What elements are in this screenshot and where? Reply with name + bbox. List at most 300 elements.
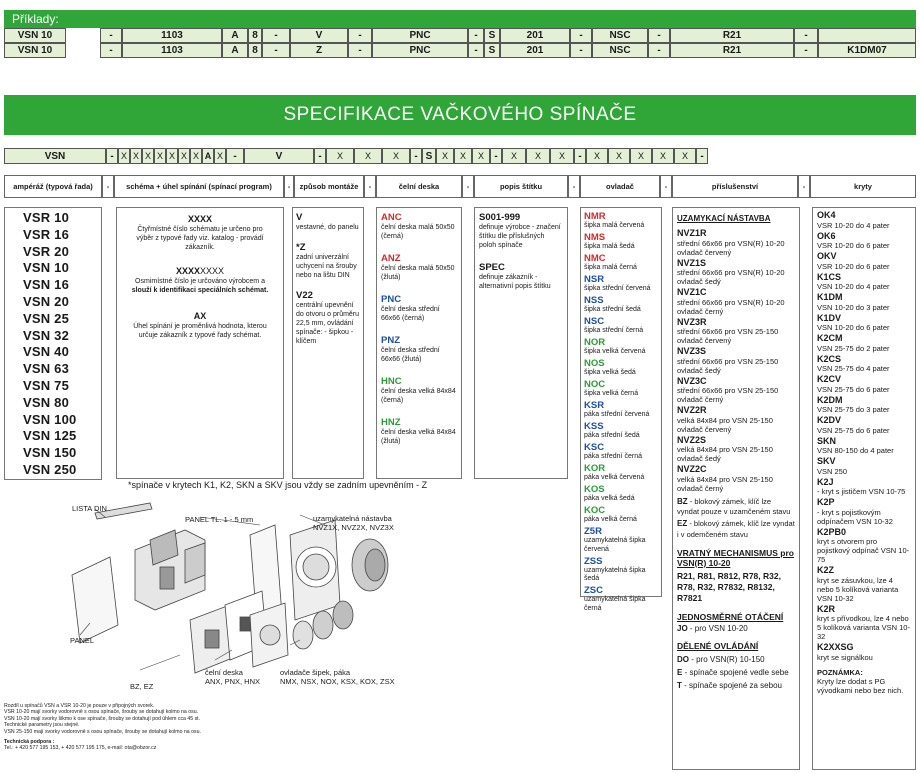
covers-note: Kryty lze dodat s PG vývodkami nebo bez nich. <box>817 676 904 695</box>
example-cell: R21 <box>670 28 794 43</box>
bz-text: - blokový zámek, klíč lze vyndat pouze v uzamčeném stavu <box>677 496 791 516</box>
cover-text: - kryt s jističem VSN 10-75 <box>817 487 906 496</box>
control-item <box>584 274 658 294</box>
schema-ax-text: Úhel spínání je proměnlivá hodnota, kterou určuje zákazník z typové řady schémat. <box>133 323 267 339</box>
cover-item <box>817 456 911 476</box>
cover-code: K2XXSG <box>817 642 854 652</box>
front-code: HNZ <box>381 417 401 428</box>
control-item <box>584 232 658 252</box>
amperage-item: VSN 63 <box>23 361 70 377</box>
header-amperage: ampéráž (typová řada) <box>4 175 102 198</box>
example-cell: 201 <box>500 28 570 43</box>
front-text: čelní deska střední 66x66 (černá) <box>381 306 440 322</box>
example-cell: NSC <box>592 28 648 43</box>
example-cell: - <box>794 43 818 58</box>
cover-code: K1DV <box>817 312 842 323</box>
split-item <box>677 668 795 677</box>
example-cell: PNC <box>372 28 468 43</box>
control-code: ZSC <box>584 585 603 596</box>
front-text: čelní deska střední 66x66 (žlutá) <box>381 347 440 363</box>
code-cell: S <box>422 148 436 164</box>
cover-item <box>817 313 911 333</box>
control-text: šipka střední červená <box>584 285 651 292</box>
diagram-front-codes: ANX, PNX, HNX <box>205 677 261 686</box>
bottom-note: VSN 10-20 mají svorky šikmo k ose spínače, šrouby se dotahují pod úhlem cca 45 st. <box>4 715 201 722</box>
control-code: KOC <box>584 505 606 516</box>
diagram-ctrl-codes: NMX, NSX, NOX, KSX, KOX, ZSX <box>280 677 395 686</box>
example-cell: - <box>468 43 484 58</box>
amperage-item: VSR 10 <box>23 210 70 225</box>
cover-code: K2Z <box>817 565 835 575</box>
control-code: KOR <box>584 463 606 474</box>
bz-item <box>677 497 795 517</box>
examples-title: Příklady: <box>12 12 59 26</box>
amperage-item: VSN 150 <box>23 445 77 461</box>
front-code: PNZ <box>381 335 400 346</box>
code-cell: X <box>502 148 526 164</box>
example-cell: 201 <box>500 43 570 58</box>
front-code: ANZ <box>381 253 401 264</box>
cover-item <box>817 497 911 526</box>
split-code: E <box>677 667 683 677</box>
amperage-item: VSN 125 <box>23 428 77 444</box>
example-cell: - <box>648 28 670 43</box>
control-item <box>584 505 658 525</box>
cover-code: K2P <box>817 497 835 507</box>
cover-text: - kryt s pojistkovým odpínačem VSN 10-32 <box>817 507 893 526</box>
code-cell: V <box>244 148 314 164</box>
bottom-note: Technické parametry jsou stejné. <box>4 722 80 729</box>
header-accessories: příslušenství <box>672 175 798 198</box>
control-code: NMS <box>584 232 606 243</box>
cover-text: kryt s přívodkou, lze 4 nebo 5 kolíková varianta VSN 10-32 <box>817 614 910 641</box>
label-text: definuje výrobce - značení štítku dle příslušných poloh spínače <box>479 224 561 249</box>
control-text: šipka střední šedá <box>584 306 641 313</box>
cover-code: OK4 <box>817 210 836 220</box>
code-cell: X <box>472 148 490 164</box>
ez-code: EZ <box>677 519 688 528</box>
header-dash: - <box>102 175 114 198</box>
cover-code: K1DM <box>817 292 843 302</box>
split-code: T <box>677 680 682 690</box>
example-cell: - <box>262 28 290 43</box>
cover-item <box>817 210 911 230</box>
cover-text: VSR 10-20 do 6 pater <box>817 261 890 271</box>
front-text: čelní deska velká 84x84 (žlutá) <box>381 429 456 445</box>
example-cell: - <box>570 28 592 43</box>
bottom-note: Rozdíl u spínačů VSN a VSR 10-20 je pouze v připojných svorek. <box>4 703 155 709</box>
header-dash: - <box>364 175 376 198</box>
code-cell: X <box>436 148 454 164</box>
lock-code: NVZ3C <box>677 375 707 386</box>
control-item <box>584 463 658 483</box>
cover-code: OKV <box>817 251 837 261</box>
lock-item <box>677 228 795 257</box>
amperage-item: VSN 20 <box>23 293 70 309</box>
lock-code: NVZ2S <box>677 434 707 445</box>
cover-item <box>817 333 911 353</box>
support-text: Tel.: + 420 577 195 153, + 420 577 195 175, e-mail: ota@obzor.cz <box>4 745 157 752</box>
front-text: čelní deska malá 50x50 (žlutá) <box>381 265 455 281</box>
bottom-notes <box>4 703 404 752</box>
example-cell: VSN 10 <box>4 28 66 43</box>
control-text: uzamykatelná šipka červená <box>584 537 646 553</box>
front-box <box>376 207 462 479</box>
mounting-box <box>292 207 364 479</box>
control-code: KSC <box>584 442 605 453</box>
examples-header <box>4 10 916 28</box>
cover-text: kryt se signálkou <box>817 652 873 662</box>
ez-item <box>677 519 795 539</box>
cover-item <box>817 251 911 271</box>
lock-item <box>677 405 795 434</box>
header-control: ovladač <box>580 175 660 198</box>
spec-title-bar <box>4 95 916 135</box>
label-item <box>479 212 563 250</box>
control-knob-2 <box>313 611 333 639</box>
header-dash: - <box>660 175 672 198</box>
cover-code: K1CS <box>817 271 842 282</box>
lock-text: střední 66x66 pro VSN 25-150 ovladač černý <box>677 386 779 404</box>
lock-item <box>677 464 795 493</box>
example-cell: A <box>222 43 248 58</box>
control-item <box>584 484 658 504</box>
lock-text: velká 84x84 pro VSN 25-150 ovladač červený <box>677 415 773 434</box>
example-cell: 1103 <box>122 28 222 43</box>
example-cell <box>818 28 916 43</box>
mounting-code: *Z <box>296 242 306 253</box>
one-row: JO - pro VSN 10-20 <box>677 623 748 633</box>
bottom-note: VSN 25-150 mají svorky vodorovně s osou spínače, šrouby se dotahují kolmo na osu. <box>4 728 201 735</box>
covers-note-title: POZNÁMKA: <box>817 667 863 677</box>
cover-code: K2DV <box>817 415 842 425</box>
mounting-item <box>296 290 360 346</box>
cover-code: SKN <box>817 435 837 446</box>
lock-item <box>677 258 795 287</box>
split-text: - spínače spojené vedle sebe <box>684 667 789 677</box>
control-code: NOR <box>584 337 606 348</box>
diagram-lista-din: LISTA DIN <box>72 504 107 513</box>
diagram-lock-codes: NVZ1X, NVZ2X, NVZ3X <box>313 523 394 532</box>
code-cell: X <box>652 148 674 164</box>
control-code: NSS <box>584 295 604 306</box>
label-item <box>479 262 563 291</box>
control-box <box>580 207 662 612</box>
amperage-item: VSN 75 <box>23 377 70 393</box>
code-cell: X <box>454 148 472 164</box>
lock-code: NVZ3R <box>677 316 707 327</box>
example-cell: A <box>222 28 248 43</box>
cover-code: K2CS <box>817 353 842 364</box>
front-code: HNC <box>381 376 402 387</box>
code-cell: - <box>696 148 708 164</box>
lock-code: NVZ1R <box>677 228 707 238</box>
split-item <box>677 655 795 664</box>
cover-text: VSN 25-75 do 2 pater <box>817 343 890 353</box>
control-code: Z5R <box>584 526 602 537</box>
header-mounting: způsob montáže <box>294 175 364 198</box>
lock-text: střední 66x66 pro VSN 25-150 ovladač červený <box>677 327 779 345</box>
cover-text: VSN 80-150 do 4 pater <box>817 446 894 455</box>
cover-code: K2R <box>817 603 836 614</box>
schema-box <box>116 207 284 479</box>
bottom-note: VSR 10-20 mají svorky vodorovně s osou spínače, šrouby se dotahují kolmo na osu. <box>4 709 199 716</box>
cover-text: VSR 10-20 do 6 pater <box>817 241 890 250</box>
example-cell: - <box>348 28 372 43</box>
header-dash: - <box>284 175 294 198</box>
control-code: NMC <box>584 253 606 264</box>
code-cell: - <box>410 148 422 164</box>
control-item <box>584 253 658 273</box>
lock-text: střední 66x66 pro VSN(R) 10-20 ovladač červený <box>677 238 785 257</box>
control-text: páka střední červená <box>584 411 650 418</box>
covers-box <box>812 207 916 770</box>
control-text: páka střední černá <box>584 453 642 460</box>
header-schema: schéma + úhel spínání (spínací program) <box>114 175 284 198</box>
code-cell: X <box>190 148 202 164</box>
code-cell: X <box>674 148 696 164</box>
schema-xxxxxxxx-text: Osmimístné číslo je určováno výrobcem a slouží k identifikaci speciálních schémat. <box>131 278 269 294</box>
amperage-item: VSN 10 <box>23 260 70 276</box>
example-cell: - <box>348 43 372 58</box>
example-cell: - <box>100 43 122 58</box>
cover-text: kryt se zásuvkou, lze 4 nebo 5 kolíková varianta VSN 10-32 <box>817 575 899 603</box>
control-text: šipka velká černá <box>584 390 639 397</box>
mounting-text: zadní univerzální uchycení na šrouby nebo na lištu DIN <box>296 254 357 279</box>
return-title: VRATNÝ MECHANISMUS pro VSN(R) 10-20 <box>677 547 794 568</box>
control-code: KOS <box>584 484 605 495</box>
lock-item <box>677 376 795 405</box>
amperage-item: VSN 80 <box>23 394 70 410</box>
code-cell: X <box>130 148 142 164</box>
example-cell: 8 <box>248 28 262 43</box>
lock-code: NVZ2R <box>677 405 707 415</box>
diagram-bz-ez: BZ, EZ <box>130 682 154 691</box>
lock-text: střední 66x66 pro VSN(R) 10-20 ovladač černý <box>677 297 785 316</box>
control-item <box>584 295 658 315</box>
control-text: šipka malá červená <box>584 222 645 229</box>
control-text: páka velká červená <box>584 474 645 481</box>
return-codes: R21, R81, R812, R78, R32, R78, R32, R7832, R8132, R7821 <box>677 570 781 603</box>
code-cell: X <box>326 148 354 164</box>
example-cell: - <box>262 43 290 58</box>
header-covers: kryty <box>810 175 916 198</box>
cover-text: VSN 25-75 do 3 pater <box>817 405 890 414</box>
control-text: páka velká černá <box>584 516 637 523</box>
control-item <box>584 421 658 441</box>
schema-ax: AX <box>193 311 207 321</box>
cover-item <box>817 292 911 312</box>
header-dash: - <box>568 175 580 198</box>
cover-code: K2PB0 <box>817 526 847 537</box>
cover-item <box>817 604 911 642</box>
split-text: - pro VSN(R) 10-150 <box>691 654 765 664</box>
example-cell: - <box>648 43 670 58</box>
mounting-code: V <box>296 212 303 223</box>
cover-text: VSN 25-75 do 4 pater <box>817 364 890 373</box>
example-cell: S <box>484 28 500 43</box>
schema-xxxxxxxx: XXXXXXXX <box>175 266 225 276</box>
code-cell: X <box>354 148 382 164</box>
front-text: čelní deska velká 84x84 (černá) <box>381 388 456 404</box>
lock-code: NVZ2C <box>677 464 707 474</box>
mounting-item <box>296 212 360 232</box>
control-text: páka velká šedá <box>584 495 635 502</box>
code-cell: X <box>382 148 410 164</box>
amperage-item: VSR 16 <box>23 226 70 242</box>
control-text: páka střední šedá <box>584 432 640 439</box>
cover-code: K2CV <box>817 374 842 384</box>
example-cell: V <box>290 28 348 43</box>
header-label: popis štítku <box>474 175 568 198</box>
mounting-code: V22 <box>296 290 313 301</box>
lock-code: NVZ1S <box>677 257 707 268</box>
header-dash: - <box>798 175 810 198</box>
label-box <box>474 207 568 479</box>
mounting-text: centrální upevnění do otvoru o průměru 22,5 mm, ovládání spínače: - šipkou - klíčem <box>296 302 360 345</box>
split-title: DĚLENÉ OVLÁDÁNÍ <box>677 640 759 651</box>
lock-code: NVZ3S <box>677 346 707 356</box>
mounting-item <box>296 242 360 280</box>
code-cell: X <box>142 148 154 164</box>
cover-text: VSN 25-75 do 6 pater <box>817 384 890 394</box>
amperage-list <box>4 207 102 480</box>
cover-code: K2DM <box>817 394 843 405</box>
control-item <box>584 400 658 420</box>
cover-item <box>817 374 911 394</box>
example-cell: K1DM07 <box>818 43 916 58</box>
amperage-item: VSN 40 <box>23 344 70 360</box>
control-item <box>584 585 658 613</box>
diagram-lock: uzamykatelná nástavba <box>313 514 392 523</box>
code-cell: VSN <box>4 148 106 164</box>
diagram-panel: PANEL <box>70 636 95 645</box>
lock-text: střední 66x66 pro VSN(R) 10-20 ovladač šedý <box>677 268 785 286</box>
control-code: ZSS <box>584 555 603 567</box>
example-cell: NSC <box>592 43 648 58</box>
cover-text: VSN 10-20 do 3 pater <box>817 302 890 312</box>
bz-code: BZ <box>677 496 688 506</box>
cover-code: K2CM <box>817 333 843 343</box>
cover-code: SKV <box>817 456 836 466</box>
code-cell: - <box>574 148 586 164</box>
example-cell: PNC <box>372 43 468 58</box>
cover-item <box>817 527 911 565</box>
example-cell: - <box>794 28 818 43</box>
split-item <box>677 681 795 690</box>
example-cell: - <box>468 28 484 43</box>
code-cell: X <box>178 148 190 164</box>
cover-item <box>817 642 911 662</box>
control-item <box>584 337 658 357</box>
amperage-item: VSN 100 <box>23 411 77 427</box>
front-text: čelní deska malá 50x50 (černá) <box>381 224 455 240</box>
header-front: čelní deska <box>376 175 462 198</box>
code-cell: - <box>490 148 502 164</box>
cover-text: VSN 10-20 do 4 pater <box>817 282 890 291</box>
control-code: NMR <box>584 211 606 222</box>
code-cell: X <box>586 148 608 164</box>
code-cell: X <box>166 148 178 164</box>
cover-text: VSR 10-20 do 4 pater <box>817 220 890 230</box>
accessories-box <box>672 207 800 770</box>
split-text: - spínače spojené za sebou <box>684 680 782 690</box>
example-cell: Z <box>290 43 348 58</box>
spec-title: SPECIFIKACE VAČKOVÉHO SPÍNAČE <box>283 104 637 125</box>
label-text: definuje zákazník - alternativní popis štítku <box>479 274 551 290</box>
code-cell: X <box>526 148 550 164</box>
example-cell: 8 <box>248 43 262 58</box>
code-cell: X <box>608 148 630 164</box>
control-code: KSR <box>584 400 605 411</box>
control-text: šipka malá šedá <box>584 243 635 250</box>
example-cell: R21 <box>670 43 794 58</box>
amperage-item: VSN 16 <box>23 277 70 293</box>
cover-item <box>817 565 911 603</box>
amperage-item: VSN 25 <box>23 310 70 326</box>
control-item <box>584 211 658 231</box>
cover-text: kryt s otvorem pro pojistkový odpínač VSN 10-75 <box>817 537 910 564</box>
front-code: PNC <box>381 294 402 305</box>
code-cell: - <box>314 148 326 164</box>
cover-text: VSN 10-20 do 6 pater <box>817 323 890 332</box>
cover-text: VSN 25-75 do 6 pater <box>817 425 890 435</box>
lock-title: UZAMYKACÍ NÁSTAVBA <box>677 214 771 223</box>
lock-item <box>677 287 795 316</box>
code-cell: - <box>226 148 244 164</box>
cover-text: VSN 250 <box>817 466 848 476</box>
lock-item <box>677 435 795 464</box>
diagram-front: čelní deska <box>205 668 243 677</box>
control-knob-1 <box>293 621 313 649</box>
support-title: Technická podpora : <box>4 739 55 746</box>
control-code: NOS <box>584 358 605 369</box>
panel-plate <box>72 557 118 643</box>
example-cell: - <box>570 43 592 58</box>
ez-text: - blokový zámek, klíč lze vyndat i v odemčeném stavu <box>677 519 795 539</box>
control-item <box>584 358 658 378</box>
lock-item <box>677 317 795 346</box>
diagram-ctrl: ovladače šipek, páka <box>280 668 351 677</box>
control-item <box>584 442 658 462</box>
amperage-item: VSR 20 <box>23 243 70 259</box>
schema-xxxx: XXXX <box>187 214 212 224</box>
control-item <box>584 556 658 584</box>
example-cell: 1103 <box>122 43 222 58</box>
one-title: JEDNOSMĚRNÉ OTÁČENÍ <box>677 611 784 622</box>
control-text: šipka velká šedá <box>584 369 636 376</box>
example-cell: S <box>484 43 500 58</box>
footnote: *spínače v krytech K1, K2, SKN a SKV jsou vždy se zadním upevněním - Z <box>128 480 428 490</box>
code-cell: A <box>202 148 214 164</box>
cover-code: K2J <box>817 476 834 487</box>
control-text: uzamykatelná šipka černá <box>584 596 646 612</box>
cover-item <box>817 395 911 415</box>
code-cell: X <box>630 148 652 164</box>
example-cell: - <box>100 28 122 43</box>
code-cell: - <box>106 148 118 164</box>
control-code: NSC <box>584 316 605 327</box>
cover-code: OK6 <box>817 230 836 241</box>
split-code: DO <box>677 654 689 664</box>
front-item <box>381 376 457 405</box>
front-code: ANC <box>381 212 402 223</box>
control-text: šipka střední černá <box>584 327 644 334</box>
code-cell: X <box>214 148 226 164</box>
control-item <box>584 379 658 399</box>
lock-text: střední 66x66 pro VSN 25-150 ovladač šedý <box>677 356 779 375</box>
control-item <box>584 316 658 336</box>
